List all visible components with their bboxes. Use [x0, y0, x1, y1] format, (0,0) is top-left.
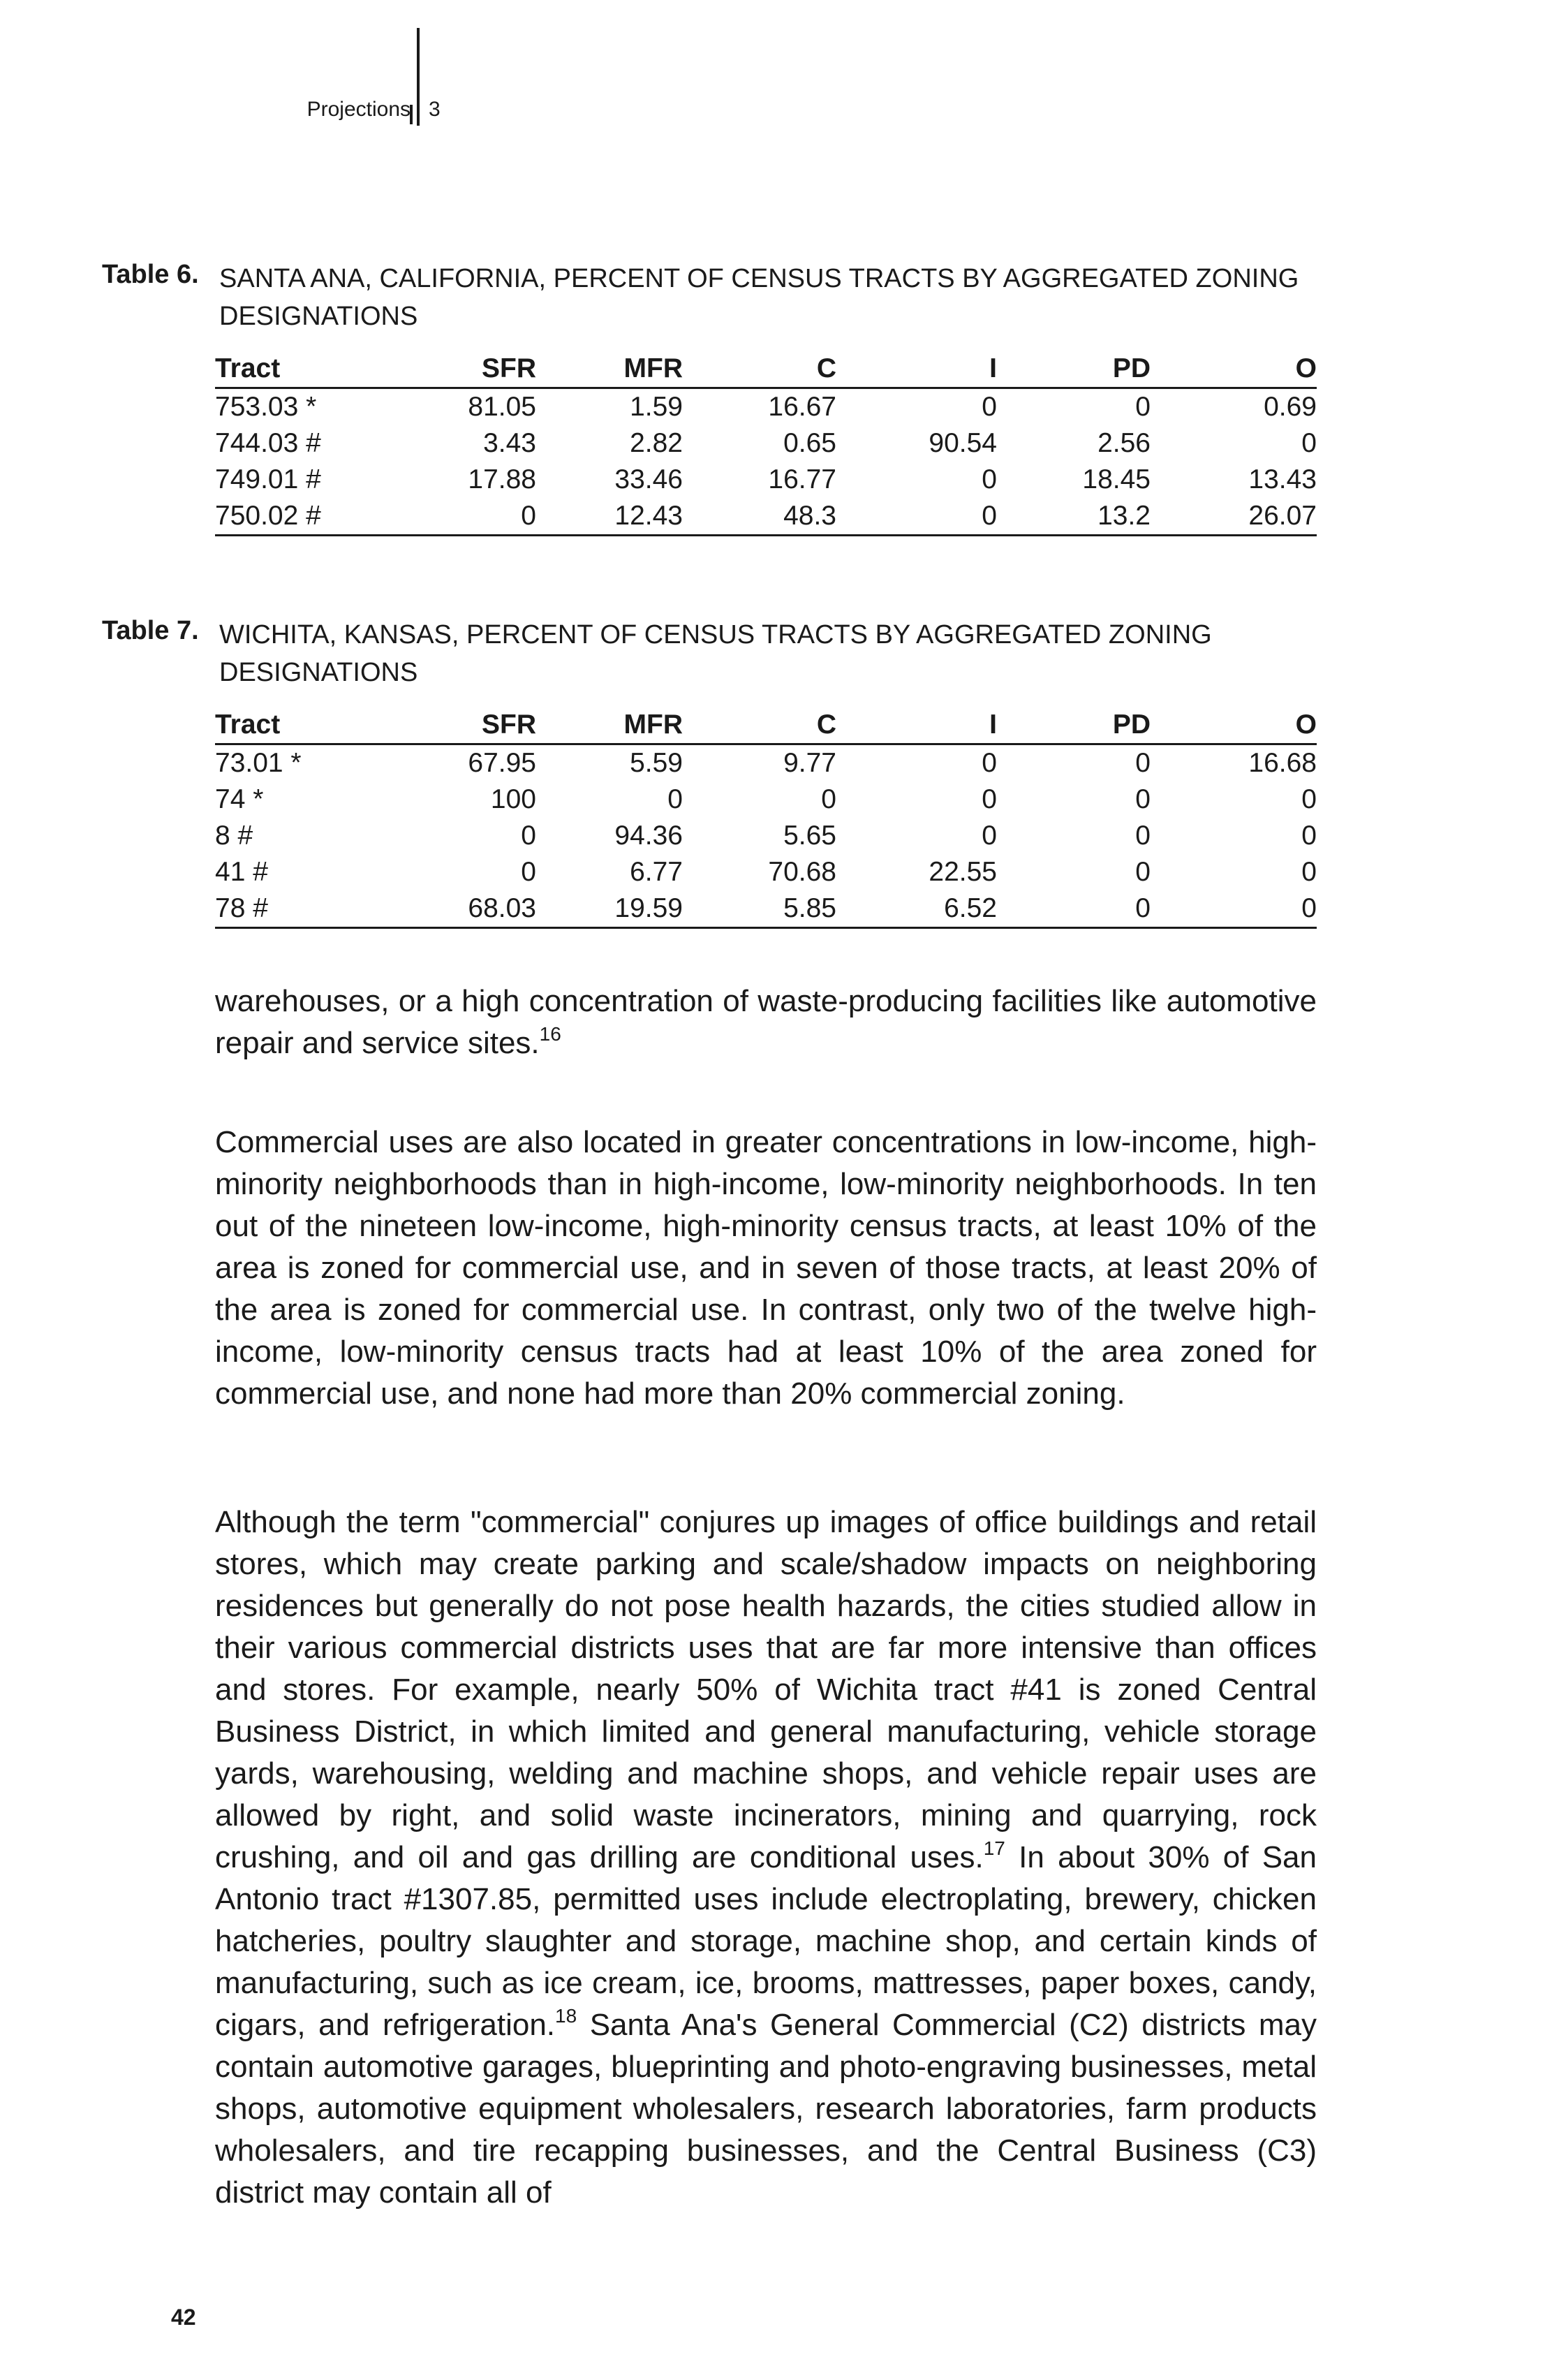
table-row: [215, 890, 1317, 928]
table-cell: 9.77: [783, 748, 836, 778]
table-cell: 0: [982, 748, 997, 778]
table-header-row: [215, 351, 1317, 388]
table-cell: 6.77: [630, 857, 683, 887]
column-header: C: [683, 351, 836, 388]
table-cell: 0: [1135, 857, 1151, 887]
column-header: I: [836, 351, 997, 388]
table-cell: 0: [1151, 890, 1317, 928]
paragraph-2-text: Commercial uses are also located in greater concentrations in low-income, high-minority neighborhoods than in high-income, low-minority neighborhoods. In ten out of the nineteen low-income, high-minority census tracts, at least 10% of the area is zoned for commercial use, and in seven of those tracts, at least 20% of the area is zoned for commercial use. In contrast, only two of the twelve high-income, low-minority census tracts had at least 10% of the area zoned for commercial use, and none had more than 20% commercial zoning.: [215, 1125, 1317, 1411]
footnote-ref-16: 16: [539, 1023, 561, 1045]
footnote-ref-17: 17: [983, 1837, 1005, 1859]
table-cell: 0.65: [783, 428, 836, 458]
table-cell: 70.68: [768, 857, 836, 887]
table-cell: 17.88: [468, 464, 536, 494]
table-6-label: Table 6.: [102, 260, 199, 289]
table-cell: 100: [490, 784, 536, 814]
table-cell: 6.52: [836, 890, 997, 928]
column-header: Tract: [215, 351, 383, 388]
table-cell: 1.59: [630, 392, 683, 422]
table-cell: 0: [821, 784, 836, 814]
table-cell: 26.07: [1151, 498, 1317, 536]
table-cell: 16.77: [768, 464, 836, 494]
table-cell: 0: [1301, 428, 1317, 458]
table-cell: 22.55: [929, 857, 997, 887]
table-cell: 0: [1135, 784, 1151, 814]
paragraph-3-text-a: Although the term "commercial" conjures up images of office buildings and retail stores, which may create parking and scale/shadow impacts on neighboring residences but generally do not pose health hazards, the cities studied allow in their various commercial districts uses that are far more intensive than offices and stores. For example, nearly 50% of Wichita tract #41 is zoned Central Business District, in which limited and general manufacturing, vehicle storage yards, warehousing, welding and machine shops, and vehicle repair uses are allowed by right, and solid waste incinerators, mining and quarrying, rock crushing, and oil and gas drilling are conditional uses.: [215, 1505, 1317, 1874]
table-cell: 8 #: [215, 821, 253, 851]
table-cell: 744.03 #: [215, 428, 321, 458]
table-cell: 13.2: [997, 498, 1151, 536]
table-cell: 94.36: [614, 821, 683, 851]
running-title: Projections: [306, 98, 411, 121]
table-cell: 5.85: [683, 890, 836, 928]
table-cell: 0: [982, 821, 997, 851]
table-7-grid: [215, 707, 1317, 929]
table-cell: 0: [1301, 784, 1317, 814]
paragraph-3-text-b: In about 30% of San Antonio tract #1307.85, permitted uses include electroplating, brewery, chicken hatcheries, poultry slaughter and storage, machine shop, and certain kinds of manufacturing, such as ice cream, ice, brooms, mattresses, paper boxes, candy, cigars, and refrigeration.: [215, 1840, 1317, 2042]
table-cell: 0: [982, 784, 997, 814]
table-cell: 78 #: [215, 890, 383, 928]
column-header: I: [836, 707, 997, 744]
page-number: 42: [171, 2305, 196, 2330]
column-header: Tract: [215, 707, 383, 744]
paragraph-1-text: warehouses, or a high concentration of waste-producing facilities like automotive repair and service sites.: [215, 984, 1317, 1060]
table-cell: 749.01 #: [215, 464, 321, 494]
column-header: MFR: [536, 707, 683, 744]
table-row: [215, 744, 1317, 782]
column-header: SFR: [383, 351, 536, 388]
table-row: [215, 854, 1317, 890]
header-rule: [417, 28, 420, 126]
column-header: SFR: [383, 707, 536, 744]
table-row: [215, 388, 1317, 426]
table-cell: 0.69: [1264, 392, 1317, 422]
body-paragraph-2: [215, 1122, 1317, 1415]
column-header: O: [1151, 351, 1317, 388]
column-header: C: [683, 707, 836, 744]
table-cell: 0: [1135, 821, 1151, 851]
table-header-row: [215, 707, 1317, 744]
table-cell: 0: [1135, 392, 1151, 422]
table-row: [215, 462, 1317, 498]
column-header: PD: [997, 351, 1151, 388]
table-cell: 19.59: [536, 890, 683, 928]
table-cell: 2.82: [630, 428, 683, 458]
table-cell: 48.3: [683, 498, 836, 536]
table-cell: 0: [982, 464, 997, 494]
table-cell: 2.56: [1097, 428, 1151, 458]
table-cell: 0: [521, 857, 536, 887]
table-cell: 74 *: [215, 784, 264, 814]
table-row: [215, 498, 1317, 536]
table-cell: 13.43: [1248, 464, 1317, 494]
running-header: [0, 0, 1545, 140]
table-row: [215, 818, 1317, 854]
table-cell: 753.03 *: [215, 392, 317, 422]
table-cell: 67.95: [468, 748, 536, 778]
table-cell: 16.68: [1248, 748, 1317, 778]
column-header: PD: [997, 707, 1151, 744]
table-cell: 0: [667, 784, 683, 814]
body-paragraph-3: [215, 1501, 1317, 2214]
section-number: 3: [429, 98, 441, 121]
table-cell: 5.59: [630, 748, 683, 778]
table-cell: 0: [521, 821, 536, 851]
table-cell: 750.02 #: [215, 498, 383, 536]
table-row: [215, 425, 1317, 462]
table-cell: 5.65: [783, 821, 836, 851]
column-header: O: [1151, 707, 1317, 744]
table-row: [215, 781, 1317, 818]
table-cell: 68.03: [383, 890, 536, 928]
table-cell: 0: [997, 890, 1151, 928]
table-7-title: WICHITA, KANSAS, PERCENT OF CENSUS TRACTS BY AGGREGATED ZONING DESIGNATIONS: [219, 620, 1212, 687]
table-cell: 12.43: [536, 498, 683, 536]
table-cell: 41 #: [215, 857, 268, 887]
table-cell: 0: [1301, 857, 1317, 887]
table-cell: 90.54: [929, 428, 997, 458]
table-cell: 0: [383, 498, 536, 536]
table-cell: 33.46: [614, 464, 683, 494]
footnote-ref-18: 18: [555, 2005, 577, 2027]
table-cell: 81.05: [468, 392, 536, 422]
table-cell: 16.67: [768, 392, 836, 422]
body-paragraph-1: [215, 980, 1317, 1064]
table-6-grid: [215, 351, 1317, 536]
column-header: MFR: [536, 351, 683, 388]
table-cell: 0: [982, 392, 997, 422]
table-cell: 0: [836, 498, 997, 536]
table-cell: 0: [1301, 821, 1317, 851]
table-cell: 18.45: [1082, 464, 1151, 494]
table-cell: 73.01 *: [215, 748, 302, 778]
table-cell: 0: [1135, 748, 1151, 778]
table-cell: 3.43: [483, 428, 536, 458]
table-6-title: SANTA ANA, CALIFORNIA, PERCENT OF CENSUS TRACTS BY AGGREGATED ZONING DESIGNATIONS: [219, 264, 1299, 331]
paragraph-3-text-c: Santa Ana's General Commercial (C2) districts may contain automotive garages, blueprinting and photo-engraving businesses, metal shops, automotive equipment wholesalers, research laboratories, farm products wholesalers, and tire recapping businesses, and the Central Business (C3) district may contain all of: [215, 2008, 1317, 2210]
table-7-label: Table 7.: [102, 616, 199, 645]
